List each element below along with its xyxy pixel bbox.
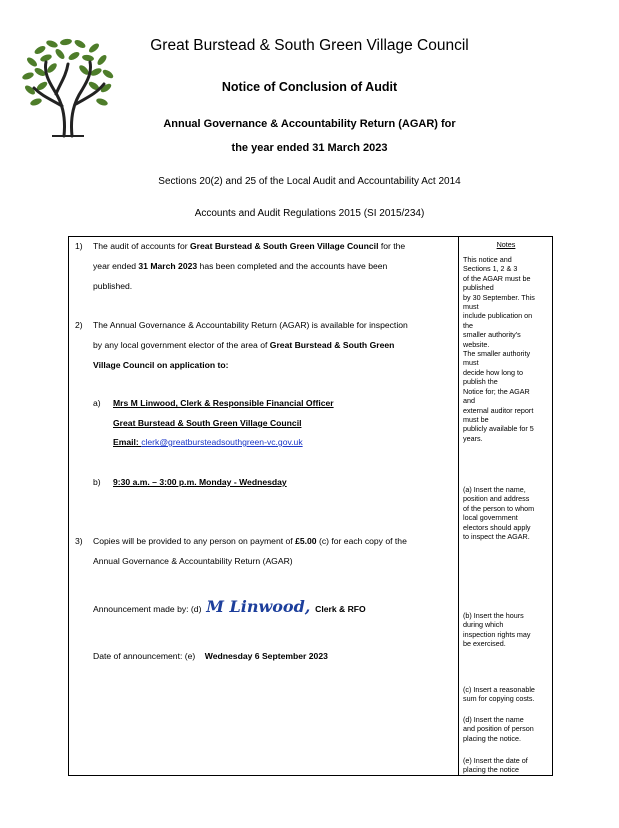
note-b-line: inspection rights may xyxy=(463,629,531,639)
hours-label-b: b) xyxy=(93,477,101,487)
notes-intro-line: smaller authority's xyxy=(463,330,521,340)
item-1-line-3: published. xyxy=(93,281,133,291)
note-e-line: (e) Insert the date of xyxy=(463,756,528,765)
note-a-line: position and address xyxy=(463,494,530,504)
item-3-line-1: Copies will be provided to any person on payment of £5.00 (c) for each copy of the xyxy=(93,536,407,546)
announcement-date: Wednesday 6 September 2023 xyxy=(204,651,328,661)
note-b-line: during which xyxy=(463,620,504,630)
note-c-line: (c) Insert a reasonable xyxy=(463,685,535,694)
legislation-regulations: Accounts and Audit Regulations 2015 (SI 2015/234) xyxy=(194,208,425,219)
notes-intro-line: publicly available for 5 xyxy=(463,424,534,434)
notes-intro-line: publish the xyxy=(463,377,498,387)
notes-intro-line: include publication on xyxy=(463,311,533,321)
note-a xyxy=(463,485,555,541)
notes-intro-line: external auditor report xyxy=(463,405,534,415)
contact-council: Great Burstead & South Green Village Council xyxy=(113,418,302,428)
note-b-line: (b) Insert the hours xyxy=(463,611,524,620)
item-number-2: 2) xyxy=(75,320,83,330)
notes-intro-line: of the AGAR must be xyxy=(463,273,531,283)
signature: M Linwood, xyxy=(206,597,311,616)
agar-heading-line1: Annual Governance & Accountability Return (AGAR) for xyxy=(163,118,456,130)
notes-intro-line: The smaller authority xyxy=(463,349,531,359)
note-a-line: (a) Insert the name, xyxy=(463,485,526,494)
notes-intro-line: decide how long to xyxy=(463,367,523,377)
item-number-3: 3) xyxy=(75,536,83,546)
contact-email-link[interactable]: clerk@greatbursteadsouthgreen-vc.gov.uk xyxy=(141,437,303,447)
note-c-line: sum for copying costs. xyxy=(463,694,535,704)
notes-intro-line: must xyxy=(463,358,479,368)
announcement-line: Announcement made by: (d) M Linwood, Clerk & RFO xyxy=(93,597,366,616)
agar-heading-line2: the year ended 31 March 2023 xyxy=(231,142,388,154)
inspection-hours: 9:30 a.m. – 3:00 p.m. Monday - Wednesday xyxy=(113,477,287,487)
note-d xyxy=(463,715,555,743)
notes-intro-line: Sections 1, 2 & 3 xyxy=(463,264,518,274)
note-b-line: be exercised. xyxy=(463,639,506,649)
note-b xyxy=(463,611,555,649)
notes-intro-line: must be xyxy=(463,414,489,424)
item-2-line-2: by any local government elector of the area of Great Burstead & South Green xyxy=(93,340,395,350)
note-a-line: of the person to whom xyxy=(463,503,535,513)
notes-intro-line: website. xyxy=(463,339,490,349)
item-1-line-2: year ended 31 March 2023 has been completed and the accounts have been xyxy=(93,261,388,271)
contact-label-a: a) xyxy=(93,398,101,408)
item-2-line-3: Village Council on application to: xyxy=(93,360,229,370)
legislation-sections: Sections 20(2) and 25 of the Local Audit and Accountability Act 2014 xyxy=(158,176,461,187)
item-3-line-2: Annual Governance & Accountability Return (AGAR) xyxy=(93,556,293,566)
note-d-line: placing the notice. xyxy=(463,733,521,743)
note-d-line: (d) Insert the name xyxy=(463,715,524,724)
item-2-line-1: The Annual Governance & Accountability Return (AGAR) is available for inspection xyxy=(93,320,408,330)
note-e-line: placing the notice xyxy=(463,765,519,775)
notes-intro-line: years. xyxy=(463,433,483,443)
note-a-line: electors should apply xyxy=(463,522,531,532)
note-e xyxy=(463,756,555,775)
notes-intro-line: the xyxy=(463,320,473,330)
notes-intro-line: by 30 September. This xyxy=(463,292,535,302)
notes-intro-line: must xyxy=(463,302,479,312)
contact-email-line: Email: clerk@greatbursteadsouthgreen-vc.gov.uk xyxy=(113,437,303,447)
notes-intro xyxy=(463,255,555,443)
page-title: Notice of Conclusion of Audit xyxy=(221,80,398,94)
announcement-date-line: Date of announcement: (e) Wednesday 6 September 2023 xyxy=(93,651,328,661)
note-a-line: local government xyxy=(463,513,518,523)
notes-intro-line: This notice and xyxy=(463,255,512,264)
notes-intro-line: and xyxy=(463,396,475,406)
item-1-line-1: The audit of accounts for Great Burstead & South Green Village Council for the xyxy=(93,241,406,251)
item-number-1: 1) xyxy=(75,241,83,251)
notes-column-divider xyxy=(458,236,459,776)
note-a-line: to inspect the AGAR. xyxy=(463,532,530,542)
note-c xyxy=(463,685,555,704)
notes-intro-line: Notice for; the AGAR xyxy=(463,386,530,396)
council-name: Great Burstead & South Green Village Council xyxy=(150,37,469,54)
notes-intro-line: published xyxy=(463,283,494,293)
note-d-line: and position of person xyxy=(463,724,534,734)
contact-name: Mrs M Linwood, Clerk & Responsible Financial Officer xyxy=(113,398,334,408)
notes-heading: Notes xyxy=(496,240,516,249)
